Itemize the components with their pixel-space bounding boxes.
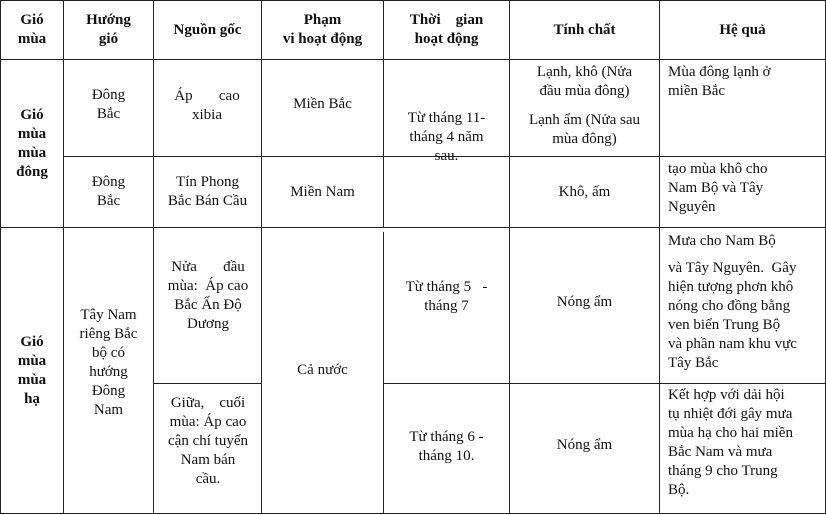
winter-row2-origin: Tín Phong Bắc Bán Cầu (167, 174, 248, 209)
summer-row2-origin: Giữa, cuối mùa: Áp cao cận chí tuyến Nam bán cầu. (168, 395, 248, 487)
header-season: Gió mùa (17, 12, 47, 47)
summer-row2-nature: Nóng ẩm (556, 437, 613, 453)
header-effect: Hệ quả (719, 21, 766, 38)
winter-row1-effect: Mùa đông lạnh ở miền Bắc (668, 64, 771, 99)
winter-row2-nature: Khô, ấm (558, 183, 611, 200)
summer-row1-time: Từ tháng 5 - tháng 7 (405, 279, 488, 314)
col-divider-2 (153, 0, 154, 514)
header-time: Thời gian hoạt động (409, 12, 484, 47)
summer-scope: Cả nước (297, 362, 348, 378)
winter-row1-scope: Miền Bắc (293, 96, 352, 112)
summer-row1-origin: Nửa đầu mùa: Áp cao Bắc Ấn Độ Dương (167, 259, 249, 332)
summer-row1-nature: Nóng ẩm (556, 294, 613, 310)
summer-row2-effect: Kết hợp với dải hội tụ nhiệt đới gây mưa mùa hạ cho hai miền Bắc Nam và mưa tháng 9 cho Trung Bộ. (668, 387, 793, 498)
winter-row1-nature: Lạnh, khô (Nửa đầu mùa đông) Lạnh ẩm (Nửa sau mùa đông) (528, 64, 640, 147)
summer-season-label: Gió mùa mùa hạ (17, 333, 47, 407)
winter-row1-direction: Đông Bắc (91, 87, 126, 122)
summer-row2-time: Từ tháng 6 - tháng 10. (409, 429, 484, 464)
summer-row1-effect: Mưa cho Nam Bộ và Tây Nguyên. Gây hiện tượng phơn khô nóng cho đồng bằng ven biển Trung Bộ và phần nam khu vực Tây Bắc (668, 233, 797, 371)
winter-row2-effect: tạo mùa khô cho Nam Bộ và Tây Nguyên (668, 161, 768, 215)
summer-direction: Tây Nam riêng Bắc bộ có hướng Đông Nam (79, 307, 138, 418)
winter-row1-origin: Áp cao xibia (174, 88, 240, 123)
winter-row2-direction: Đông Bắc (91, 174, 126, 209)
header-origin: Nguồn gốc (173, 21, 242, 38)
header-direction: Hướng gió (86, 12, 131, 47)
winter-season-label: Gió mùa mùa đông (16, 106, 48, 180)
winter-time: Từ tháng 11- tháng 4 năm sau. (407, 110, 486, 164)
header-nature: Tính chất (553, 21, 616, 38)
header-scope: Phạm vi hoạt động (282, 12, 363, 47)
winter-row2-scope: Miền Nam (290, 183, 355, 200)
table-border-bottom (0, 513, 826, 514)
col-divider-6 (659, 0, 660, 514)
